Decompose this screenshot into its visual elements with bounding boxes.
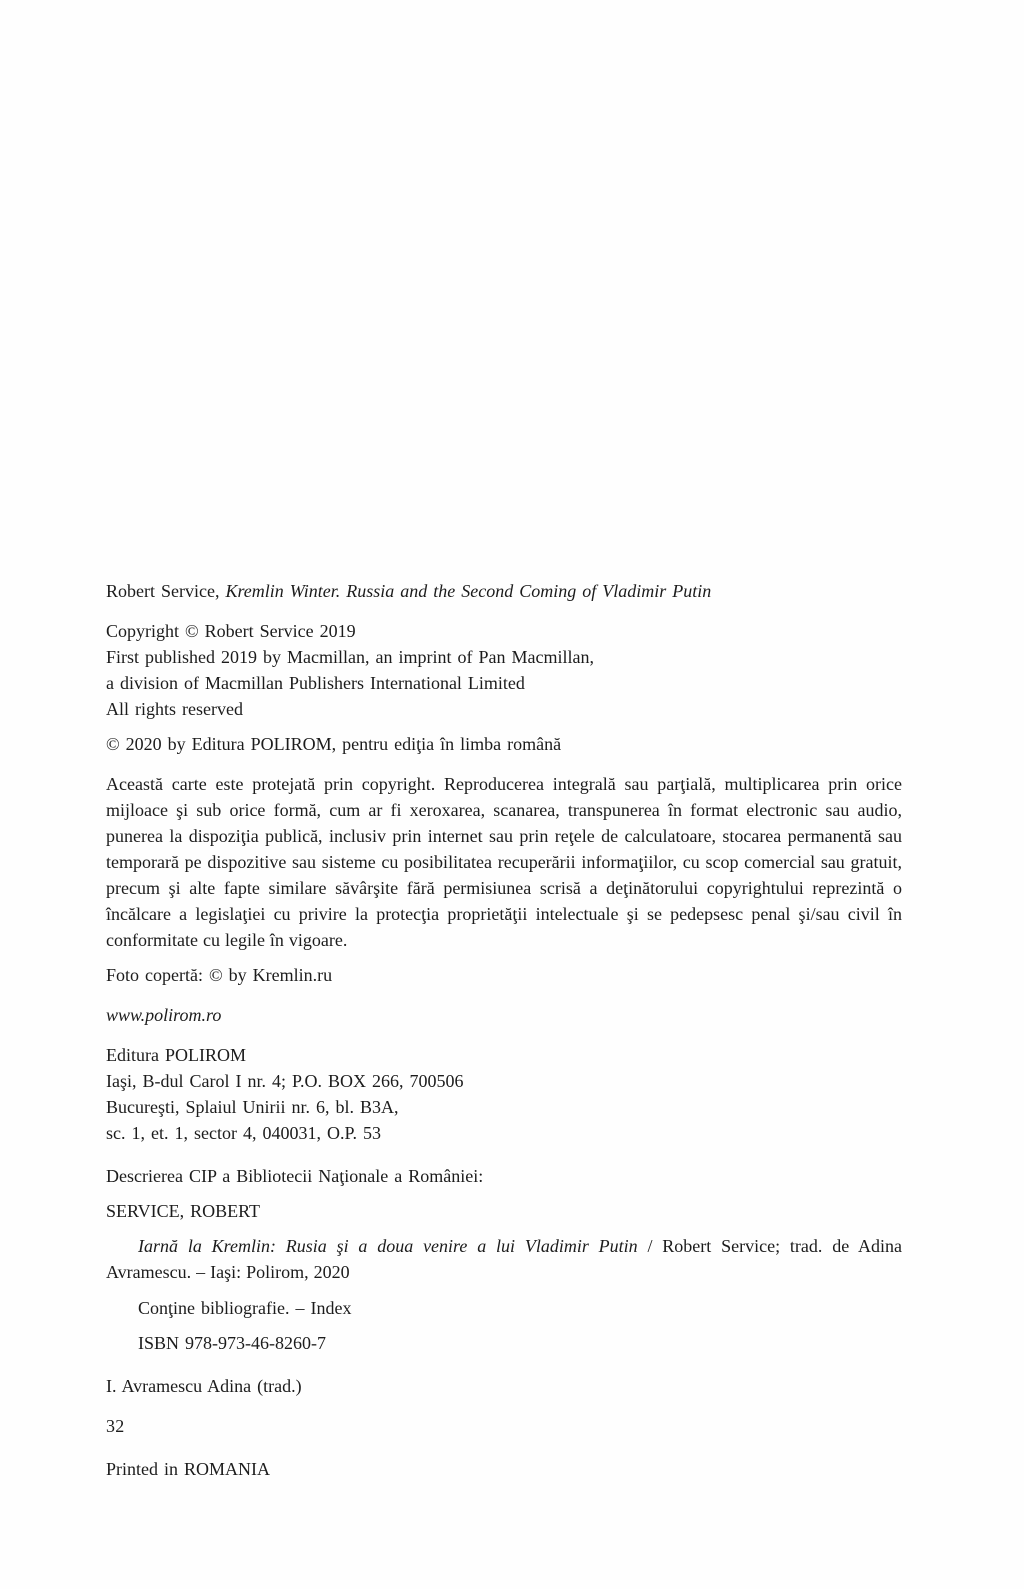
publisher-address-line: Iaşi, B-dul Carol I nr. 4; P.O. BOX 266, 700506 bbox=[106, 1071, 464, 1091]
publisher-address-line: sc. 1, et. 1, sector 4, 040031, O.P. 53 bbox=[106, 1123, 381, 1143]
printed-in-line: Printed in ROMANIA bbox=[106, 1459, 270, 1479]
copyright-line: a division of Macmillan Publishers International Limited bbox=[106, 673, 525, 693]
copyright-line: All rights reserved bbox=[106, 699, 243, 719]
copyright-line: Copyright © Robert Service 2019 bbox=[106, 621, 356, 641]
isbn-line: ISBN 978-973-46-8260-7 bbox=[138, 1333, 326, 1353]
translator-entry: I. Avramescu Adina (trad.) bbox=[106, 1376, 302, 1396]
legal-notice-paragraph: Această carte este protejată prin copyright. Reproducerea integrală sau parţială, multiplicarea prin orice mijloace şi sub orice formă, cum ar fi xeroxarea, scanarea, transpunerea în format electronic sau audio, punerea la dispoziţia publică, inclusiv prin internet sau prin reţele de calculatoare, stocarea permanentă sau temporară pe dispozitive sau sisteme cu posibilitatea recuperării informaţiilor, cu scop comercial sau gratuit, precum şi alte fapte similare săvârşite fără permisiunea scrisă a deţinătorului copyrightului reprezintă o încălcare a legislaţiei cu privire la protecţia proprietăţii intelectuale şi se pedepsesc penal şi/sau civil în conformitate cu legile în vigoare. bbox=[106, 774, 902, 950]
cip-entry bbox=[106, 1233, 902, 1285]
publisher-website: www.polirom.ro bbox=[106, 1005, 222, 1025]
cip-entry-rest: / Robert Service; trad. de Adina Avramescu. – Iaşi: Polirom, 2020 bbox=[106, 1236, 903, 1282]
cover-photo-credit: Foto copertă: © by Kremlin.ru bbox=[106, 965, 333, 985]
publisher-address-line: Bucureşti, Splaiul Unirii nr. 6, bl. B3A, bbox=[106, 1097, 399, 1117]
romanian-title: Iarnă la Kremlin: Rusia şi a doua venire a lui Vladimir Putin bbox=[138, 1236, 638, 1256]
original-title: Kremlin Winter. Russia and the Second Coming of Vladimir Putin bbox=[225, 581, 712, 601]
cip-author: SERVICE, ROBERT bbox=[106, 1201, 260, 1221]
publisher-address-block bbox=[106, 1042, 902, 1146]
original-copyright-block bbox=[106, 618, 902, 722]
copyright-line: First published 2019 by Macmillan, an imprint of Pan Macmillan, bbox=[106, 647, 594, 667]
publisher-name: Editura POLIROM bbox=[106, 1045, 246, 1065]
cip-heading: Descrierea CIP a Bibliotecii Naţionale a României: bbox=[106, 1166, 484, 1186]
book-title-line bbox=[106, 578, 902, 604]
romanian-copyright-line: © 2020 by Editura POLIROM, pentru ediţia în limba română bbox=[106, 734, 562, 754]
cip-bibliography-line: Conţine bibliografie. – Index bbox=[138, 1298, 352, 1318]
original-author: Robert Service, bbox=[106, 581, 226, 601]
page-number: 32 bbox=[106, 1416, 125, 1436]
